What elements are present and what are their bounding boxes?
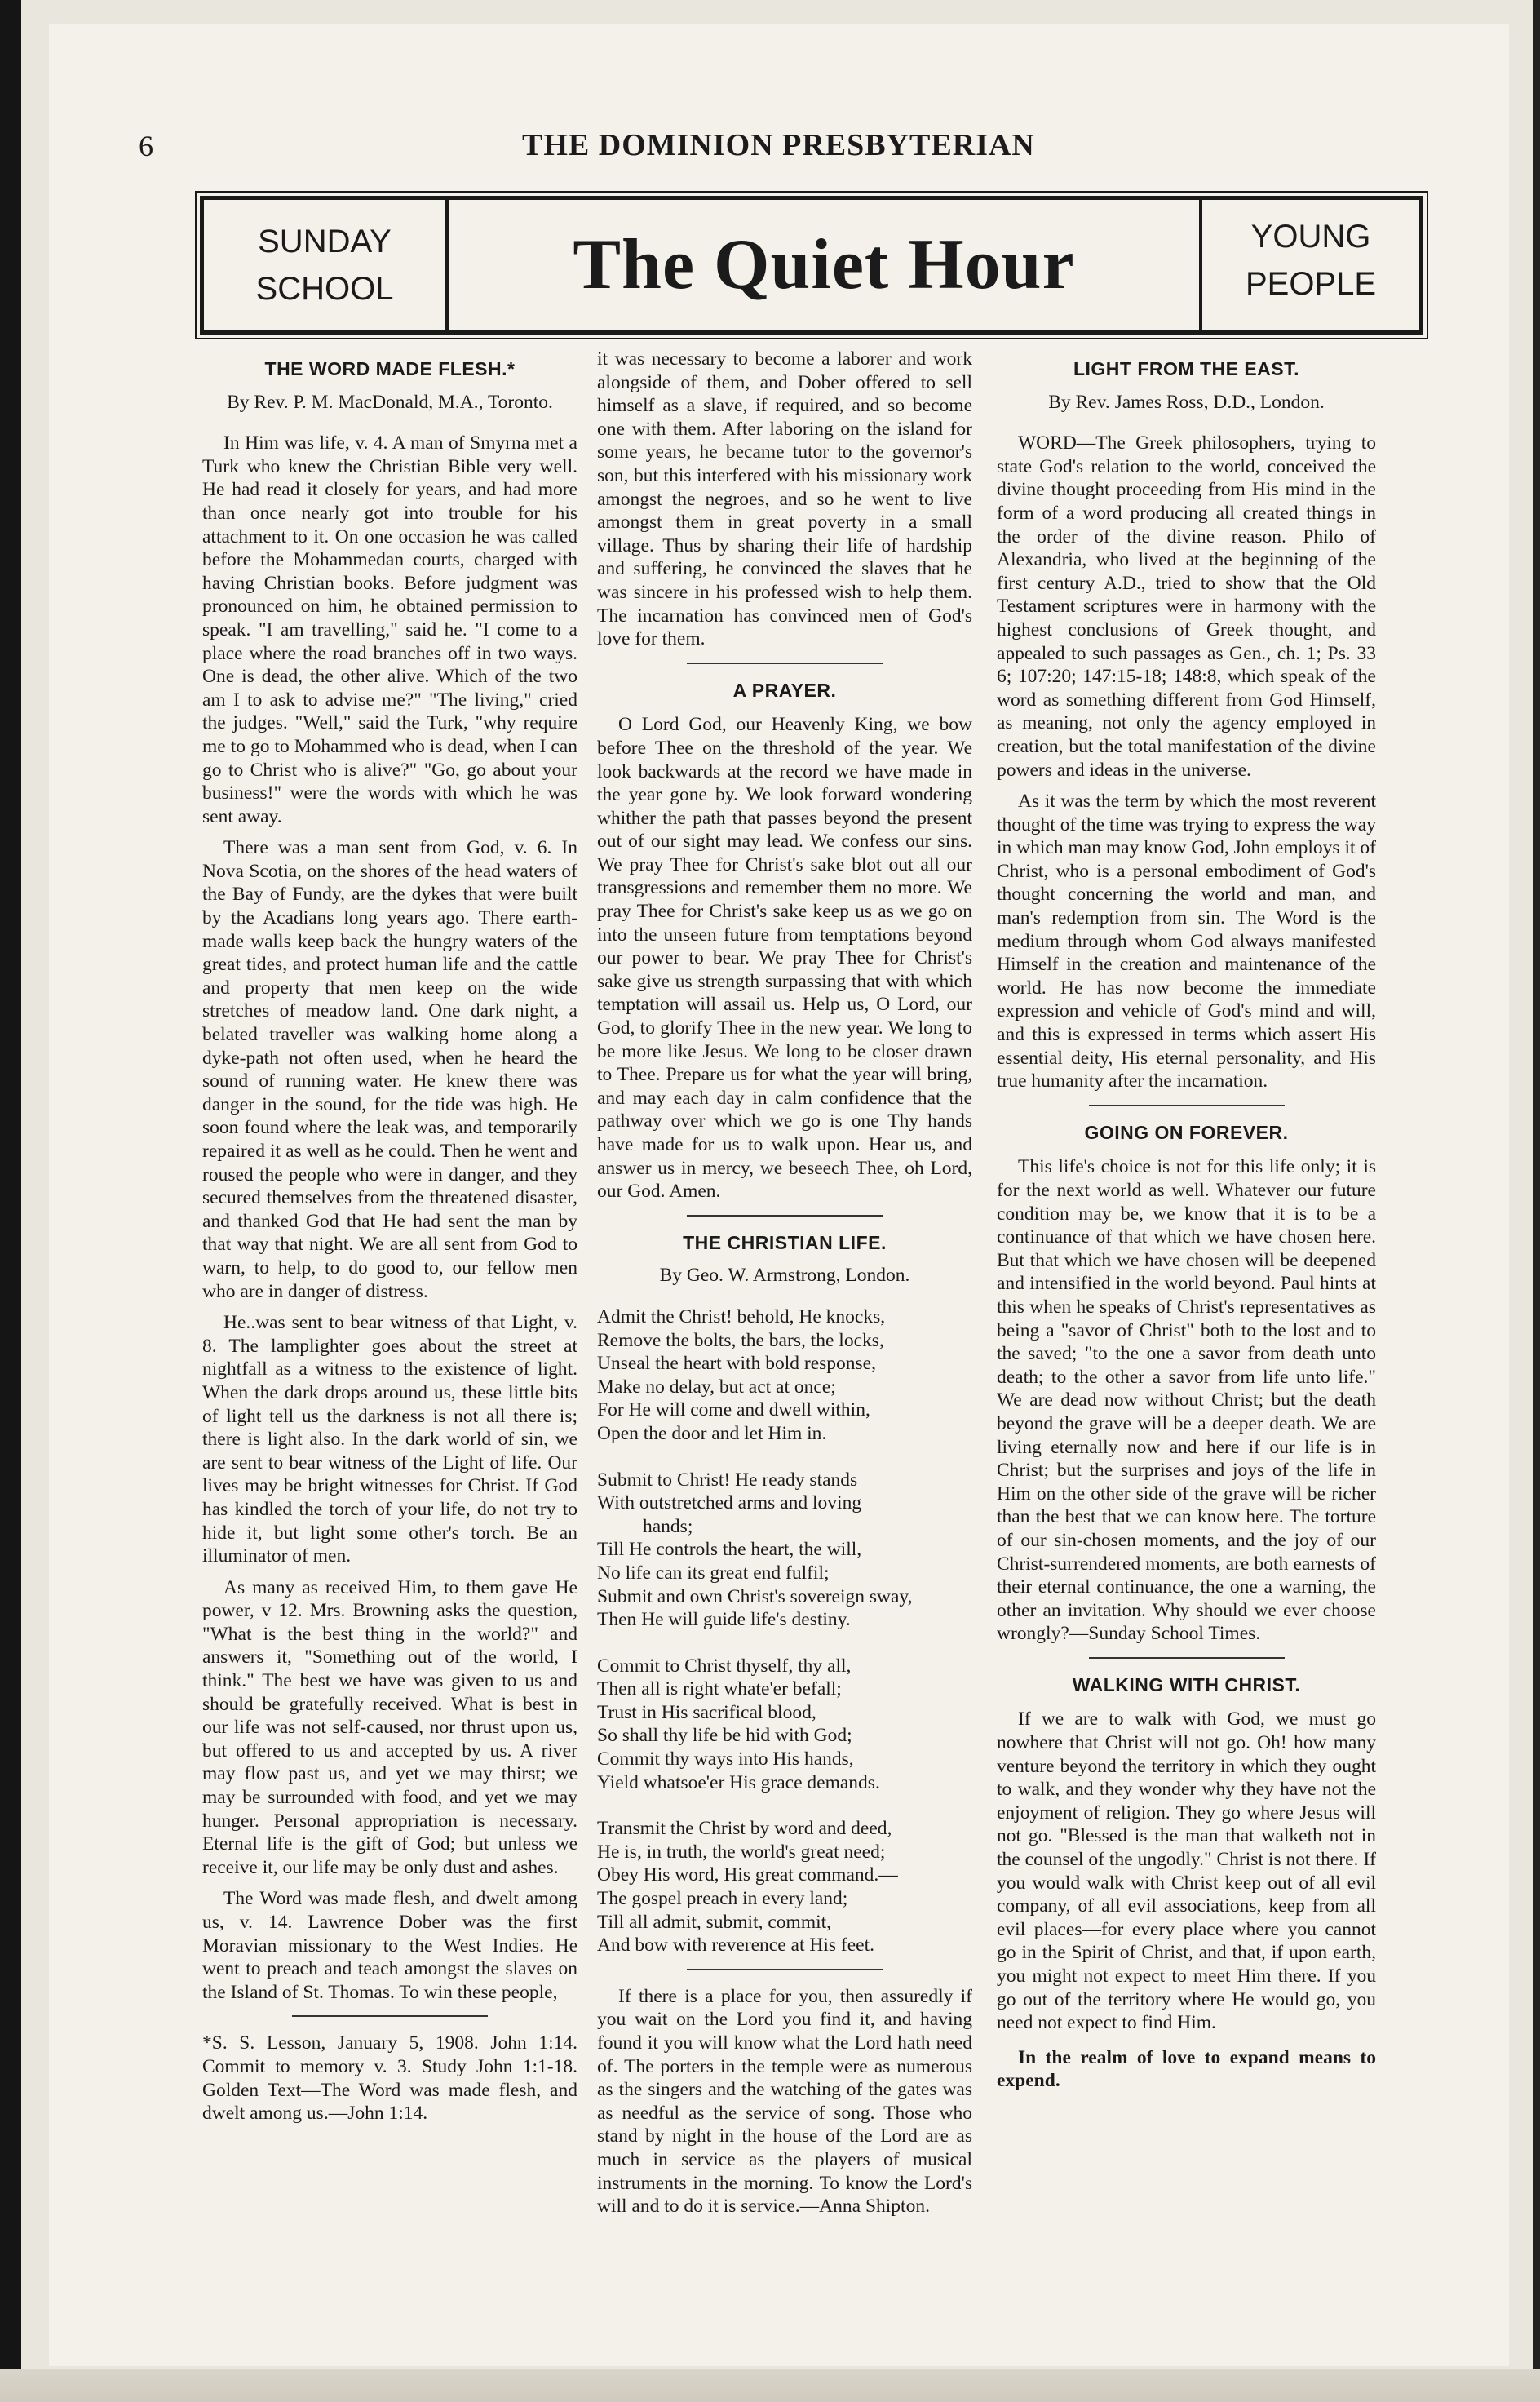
article-paragraph: This life's choice is not for this life only; it is for the next world as well. Whatever our future condition may be, we know that it is to be a continuance of that which we have chosen here. But that which we have chosen will be deepened and intensified in the world beyond. Paul hints at this when he speaks of Christ's representatives as being a "savor of Christ" both to the lost and to the saved; "to the one a savor from death unto death; to the other a savor from life unto life." We are dead now without Christ; but the death beyond the grave will be a deeper death. We are living eternally now and here if our life is in Christ; but the surprises and joys of the life in Him on the other side of the grave will be richer than the best that we can know here. The torture of our sin-chosen moments, and the joy of our Christ-surrendered moments, are both earnests of their eternal continuance, the one a warning, the other an invitation. Why should we ever choose wrongly?—Sunday School Times.: [997, 1156, 1376, 1645]
poem-line: Submit and own Christ's sovereign sway,: [597, 1585, 913, 1607]
article-paragraph: If we are to walk with God, we must go nowhere that Christ will not go. Oh! how many venture beyond the territory in which they ought to walk, and they wonder why they have not the enjoyment of religion. They go where Jesus will not go. "Blessed is the man that walketh not in the counsel of the ungodly." Christ is not there. If you would walk with Christ keep out of all evil company, of all evil associations, keep from all evil places—for every place where you cannot go in the Spirit of Christ, and that, if upon earth, you might not expect to meet Him there. If you go out of the territory where He would go, you need not expect to find Him.: [997, 1708, 1376, 2034]
prayer-title: A PRAYER.: [732, 679, 837, 701]
poem-title: THE CHRISTIAN LIFE.: [683, 1231, 887, 1253]
article-paragraph: In Him was life, v. 4. A man of Smyrna met a Turk who knew the Christian Bible very well. He had read it closely for years, and had more than once nearly got into trouble for his attachment to it. On one occasion he was called before the Mohammedan courts, charged with having Christian books. Before judgment was pronounced on him, he obtained permission to speak. "I am travelling," said he. "I come to a place where the road branches off in two ways. One is dead, the other alive. Which of the two am I to ask to advise me?" "The living," cried the judges. "Well," said the Turk, "why require me to go to Mohammed who is dead, when I can go to Christ who is alive?" "Go, go about your business!" were the words with which he was sent away.: [202, 432, 578, 827]
poem-byline: By Geo. W. Armstrong, London.: [659, 1265, 910, 1287]
article-byline: By Rev. James Ross, D.D., London.: [1048, 391, 1325, 413]
poem-line: Trust in His sacrifical blood,: [597, 1701, 816, 1723]
closing-paragraph: If there is a place for you, then assuredly if you wait on the Lord you find it, and having found it you will know what the Lord hath need of. The porters in the temple were as numerous as the singers and the watching of the gates was as needful as the service of song. Those who stand by night in the house of the Lord are as much in service as the players of musical instruments in the morning. To know the Lord's will and to do it is service.—Anna Shipton.: [597, 1985, 972, 2218]
banner-left-line: SUNDAY: [258, 224, 392, 259]
poem-line: Open the door and let Him in.: [597, 1422, 827, 1444]
banner-right-line: YOUNG: [1250, 219, 1371, 255]
poem: [597, 1305, 972, 1957]
poem-line: Then all is right whate'er befall;: [597, 1678, 842, 1700]
column-1: [202, 352, 578, 2125]
article-title: THE WORD MADE FLESH.*: [264, 358, 516, 379]
scan-edge-bottom: [0, 2369, 1540, 2402]
poem-line: The gospel preach in every land;: [597, 1888, 848, 1910]
poem-line: Yield whatsoe'er His grace demands.: [597, 1771, 880, 1793]
poem-line: Submit to Christ! He ready stands: [597, 1469, 858, 1491]
poem-line: Till all admit, submit, commit,: [597, 1911, 832, 1933]
article-paragraph: WORD—The Greek philosophers, trying to state God's relation to the world, conceived the divine thought proceeding from His mind in the form of a word producing all created things in the order of the divine reason. Philo of Alexandria, who lived at the beginning of the first century A.D., tried to show that the Old Testament scriptures were in harmony with the highest conclusions of Greek thought, and appealed to such passages as Gen., ch. 1; Ps. 33 6; 107:20; 147:15-18; 148:8, which speak of the word as something different from God Himself, as meaning, not only the agency employed in creation, but the total manifestation of the divine powers and ideas in the universe.: [997, 432, 1376, 781]
poem-stanza: [597, 1469, 972, 1632]
banner-right-line: PEOPLE: [1245, 266, 1377, 302]
footnote-text: *S. S. Lesson, January 5, 1908. John 1:14. Commit to memory v. 3. Study John 1:1-18. Golden Text—The Word was made flesh, and dwelt among us.—John 1:14.: [202, 2032, 578, 2125]
article-title: GOING ON FOREVER.: [1084, 1121, 1289, 1143]
poem-line: Commit to Christ thyself, thy all,: [597, 1655, 852, 1677]
banner-right-label: [1199, 200, 1419, 330]
poem-line: Then He will guide life's destiny.: [597, 1609, 851, 1631]
banner-left-line: SCHOOL: [255, 271, 394, 307]
scan-edge-right: [1533, 0, 1540, 2402]
divider: [1089, 1105, 1285, 1106]
poem-stanza: [597, 1817, 972, 1957]
divider: [687, 1215, 883, 1217]
prayer-text: O Lord God, our Heavenly King, we bow before Thee on the threshold of the year. We look backwards at the record we have made in the year gone by. We look forward wondering whither the path that passes beyond the present out of our sight may lead. We confess our sins. We pray Thee for Christ's sake blot out all our transgressions and remember them no more. We pray Thee for Christ's sake keep us as we go on into the unseen future from temptations beyond our power to bear. We pray Thee for Christ's sake give us strength surpassing that with which temptation will assail us. Help us, O Lord, our God, to glorify Thee in the new year. We long to be more like Jesus. We long to be closer drawn to Thee. Prepare us for what the year will bring, and may each day in calm confidence that the pathway over which we go is one Thy hands have made for us to walk upon. Hear us, and answer us in mercy, we beseech Thee, oh Lord, our God. Amen.: [597, 714, 972, 1203]
banner-title: The Quiet Hour: [573, 225, 1075, 304]
poem-line: And bow with reverence at His feet.: [597, 1934, 874, 1957]
article-title: LIGHT FROM THE EAST.: [1073, 358, 1300, 379]
divider: [687, 663, 883, 664]
scan-edge-left: [0, 0, 21, 2402]
article-paragraph: As many as received Him, to them gave He power, v 12. Mrs. Browning asks the question, "What is the best thing in the world?" and answers it, "Something out of the world, I think." The best we have was given to us and should be gratefully received. What is best in our life was not self-caused, nor thrust upon us, but offered to us and accepted by us. A river may flow past us, and yet we may thirst; we may be surrounded with food, and yet we may hunger. Personal appropriation is necessary. Eternal life is the gift of God; but unless we receive it, our life may be only dust and ashes.: [202, 1576, 578, 1878]
poem-line: Admit the Christ! behold, He knocks,: [597, 1305, 886, 1327]
article-paragraph: In the realm of love to expand means to expend.: [997, 2046, 1376, 2092]
banner-left-label: [204, 200, 449, 330]
poem-line: So shall thy life be hid with God;: [597, 1725, 852, 1747]
poem-line: Commit thy ways into His hands,: [597, 1748, 854, 1770]
poem-line: He is, in truth, the world's great need;: [597, 1841, 886, 1863]
page-number: 6: [139, 130, 153, 162]
poem-line: hands;: [643, 1515, 693, 1537]
paper-name: THE DOMINION PRESBYTERIAN: [522, 128, 1035, 162]
divider: [687, 1969, 883, 1970]
poem-stanza: [597, 1305, 972, 1446]
poem-line: Unseal the heart with bold response,: [597, 1353, 876, 1375]
poem-line: With outstretched arms and loving: [597, 1492, 862, 1514]
divider: [292, 2015, 488, 2017]
poem-line: Transmit the Christ by word and deed,: [597, 1818, 892, 1840]
article-byline: By Rev. P. M. MacDonald, M.A., Toronto.: [227, 391, 553, 413]
column-3: [997, 352, 1376, 2093]
article-paragraph: The Word was made flesh, and dwelt among us, v. 14. Lawrence Dober was the first Moravian missionary to the West Indies. He went to preach and teach amongst the slaves on the Island of St. Thomas. To win these people,: [202, 1888, 578, 2003]
article-continuation: it was necessary to become a laborer and work alongside of them, and Dober offered to sell himself as a slave, if required, and so become one with them. After laboring on the island for some years, he became tutor to the governor's son, but this interfered with his missionary work amongst the negroes, and so he went to live amongst them in great poverty in a small village. Thus by sharing their life of hardship and suffering, he convinced the slaves that he was sincere in his professed wish to help them. The incarnation has convinced men of God's love for them.: [597, 348, 972, 650]
article-paragraph: As it was the term by which the most reverent thought of the time was trying to express the way in which man may know God, John employs it of Christ, who is a personal embodiment of God's thought concerning the world and man, and man's redemption from sin. The Word is the medium through whom God always manifested Himself in the creation and maintenance of the world. He has now become the immediate expression and vehicle of God's mind and will, and this is expressed in terms which assert His essential deity, His eternal personality, and His true humanity after the incarnation.: [997, 791, 1376, 1092]
poem-line: Obey His word, His great command.—: [597, 1864, 898, 1886]
divider: [1089, 1657, 1285, 1659]
running-head: [139, 121, 1427, 178]
footnote: [202, 2032, 578, 2125]
poem-line: Make no delay, but act at once;: [597, 1376, 836, 1398]
poem-stanza: [597, 1655, 972, 1795]
section-banner: [200, 196, 1423, 335]
column-2: [597, 348, 972, 2218]
article-paragraph: He..was sent to bear witness of that Light, v. 8. The lamplighter goes about the street at nightfall as a witness to the existence of light. When the dark drops around us, these little bits of light tell us the darkness is not all there is; there is light also. In the dark world of sin, we are sent to bear witness of the Light of life. Our lives may be bright witnesses for Christ. If God has kindled the torch of your life, do not try to hide it, but light some other's torch. Be an illuminator of men.: [202, 1312, 578, 1567]
poem-line: Remove the bolts, the bars, the locks,: [597, 1329, 884, 1351]
poem-line: Till He controls the heart, the will,: [597, 1539, 862, 1561]
poem-line: No life can its great end fulfil;: [597, 1562, 830, 1584]
poem-line: For He will come and dwell within,: [597, 1399, 870, 1421]
article-title: WALKING WITH CHRIST.: [1072, 1673, 1301, 1695]
article-paragraph: There was a man sent from God, v. 6. In Nova Scotia, on the shores of the head waters of the Bay of Fundy, are the dykes that were built by the Acadians long years ago. There earth-made walls keep back the hungry waters of the great tides, and protect human life and the cattle and property that men keep on the wide stretches of meadow land. One dark night, a belated traveller was walking home along a dyke-path not often used, when he heard the sound of running water. He knew there was danger in the sound, for the tide was high. He soon found where the leak was, and temporarily repaired it as well as he could. Then he went and roused the people who were in danger, and they secured themselves from the threatened disaster, and thanked God that He had sent the man by that way that night. We are all sent from God to warn, to help, to do good to, our fellow men who are in danger of distress.: [202, 837, 578, 1302]
